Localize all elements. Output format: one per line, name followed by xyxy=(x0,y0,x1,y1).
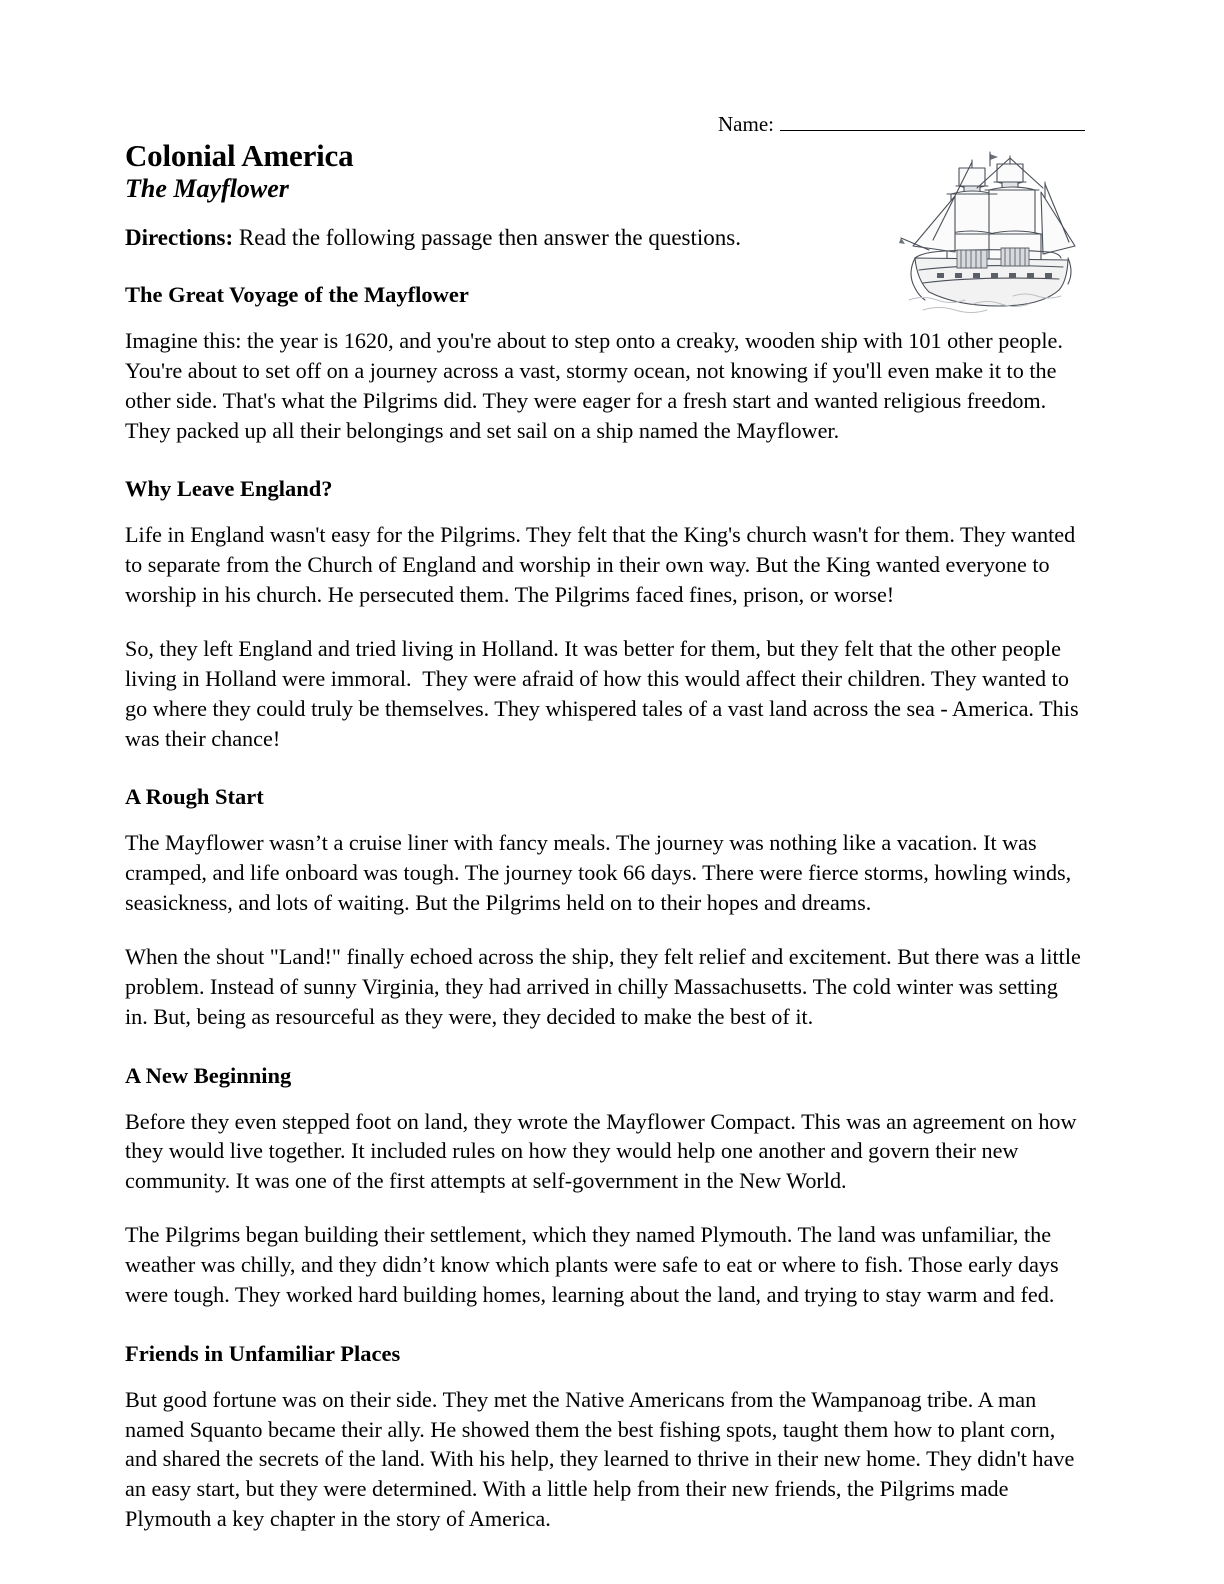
passage-paragraph: Before they even stepped foot on land, they wrote the Mayflower Compact. This was an agreement on how they would live together. It included rules on how they would help one another and govern their new community. It was one of the first attempts at self-government in the New World. xyxy=(125,1108,1083,1194)
page-title: Colonial America xyxy=(125,138,354,173)
passage-section xyxy=(125,1062,1083,1310)
section-heading: The Great Voyage of the Mayflower xyxy=(125,282,469,307)
passage-paragraph: When the shout "Land!" finally echoed across the ship, they felt relief and excitement. But there was a little problem. Instead of sunny Virginia, they had arrived in chilly Massachusetts. The cold winter was setting in. But, being as resourceful as they were, they decided to make the best of it. xyxy=(125,944,1087,1029)
directions-text: Read the following passage then answer the questions. xyxy=(233,225,741,250)
name-input-blank[interactable] xyxy=(780,129,1085,131)
directions-label: Directions: xyxy=(125,225,234,250)
section-heading: Friends in Unfamiliar Places xyxy=(125,1340,401,1366)
name-label: Name: xyxy=(718,112,774,136)
section-heading: Why Leave England? xyxy=(125,476,333,502)
section-heading: A New Beginning xyxy=(125,1062,292,1088)
passage-paragraph: But good fortune was on their side. They met the Native Americans from the Wampanoag tribe. A man named Squanto became their ally. He showed them the best fishing spots, taught them how to plant corn, and shared the secrets of the land. With his help, they learned to thrive in their new home. They didn't have an easy start, but they were determined. With a little help from their new friends, the Pilgrims made Plymouth a key chapter in the story of America. xyxy=(125,1386,1080,1532)
directions-line xyxy=(125,224,985,253)
passage-section xyxy=(125,1340,1083,1534)
passage-paragraph: So, they left England and tried living in Holland. It was better for them, but they felt that the other people living in Holland were immoral. They were afraid of how this would affect their children. They wanted to go where they could truly be themselves. They whispered tales of a vast land across the sea - America. This was their chance! xyxy=(125,636,1085,751)
page-subtitle: The Mayflower xyxy=(125,174,289,204)
passage-section xyxy=(125,783,1087,1031)
passage-paragraph: The Mayflower wasn’t a cruise liner with fancy meals. The journey was nothing like a vacation. It was cramped, and life onboard was tough. The journey took 66 days. There were fierce storms, howling winds, seasickness, and lots of waiting. But the Pilgrims held on to their hopes and dreams. xyxy=(125,830,1077,916)
name-field-row xyxy=(718,114,1085,135)
passage-content xyxy=(125,281,1087,1534)
section-heading: A Rough Start xyxy=(125,784,264,810)
passage-paragraph: The Pilgrims began building their settlement, which they named Plymouth. The land was unfamiliar, the weather was chilly, and they didn’t know which plants were safe to eat or where to fish. Those early days were tough. They worked hard building homes, learning about the land, and trying to stay warm and fed. xyxy=(125,1222,1065,1307)
title-block xyxy=(125,139,865,204)
passage-paragraph: Imagine this: the year is 1620, and you're about to step onto a creaky, wooden ship with 101 other people. You're about to set off on a journey across a vast, stormy ocean, not knowing if you'll even make it to the other side. That's what the Pilgrims did. They were eager for a fresh start and wanted religious freedom. They packed up all their belongings and set sail on a ship named the Mayflower. xyxy=(125,328,1068,443)
passage-section xyxy=(125,281,1083,445)
passage-paragraph: Life in England wasn't easy for the Pilgrims. They felt that the King's church wasn't for them. They wanted to separate from the Church of England and worship in their own way. But the King wanted everyone to worship in his church. He persecuted them. The Pilgrims faced fines, prison, or worse! xyxy=(125,522,1081,608)
passage-section xyxy=(125,475,1083,753)
